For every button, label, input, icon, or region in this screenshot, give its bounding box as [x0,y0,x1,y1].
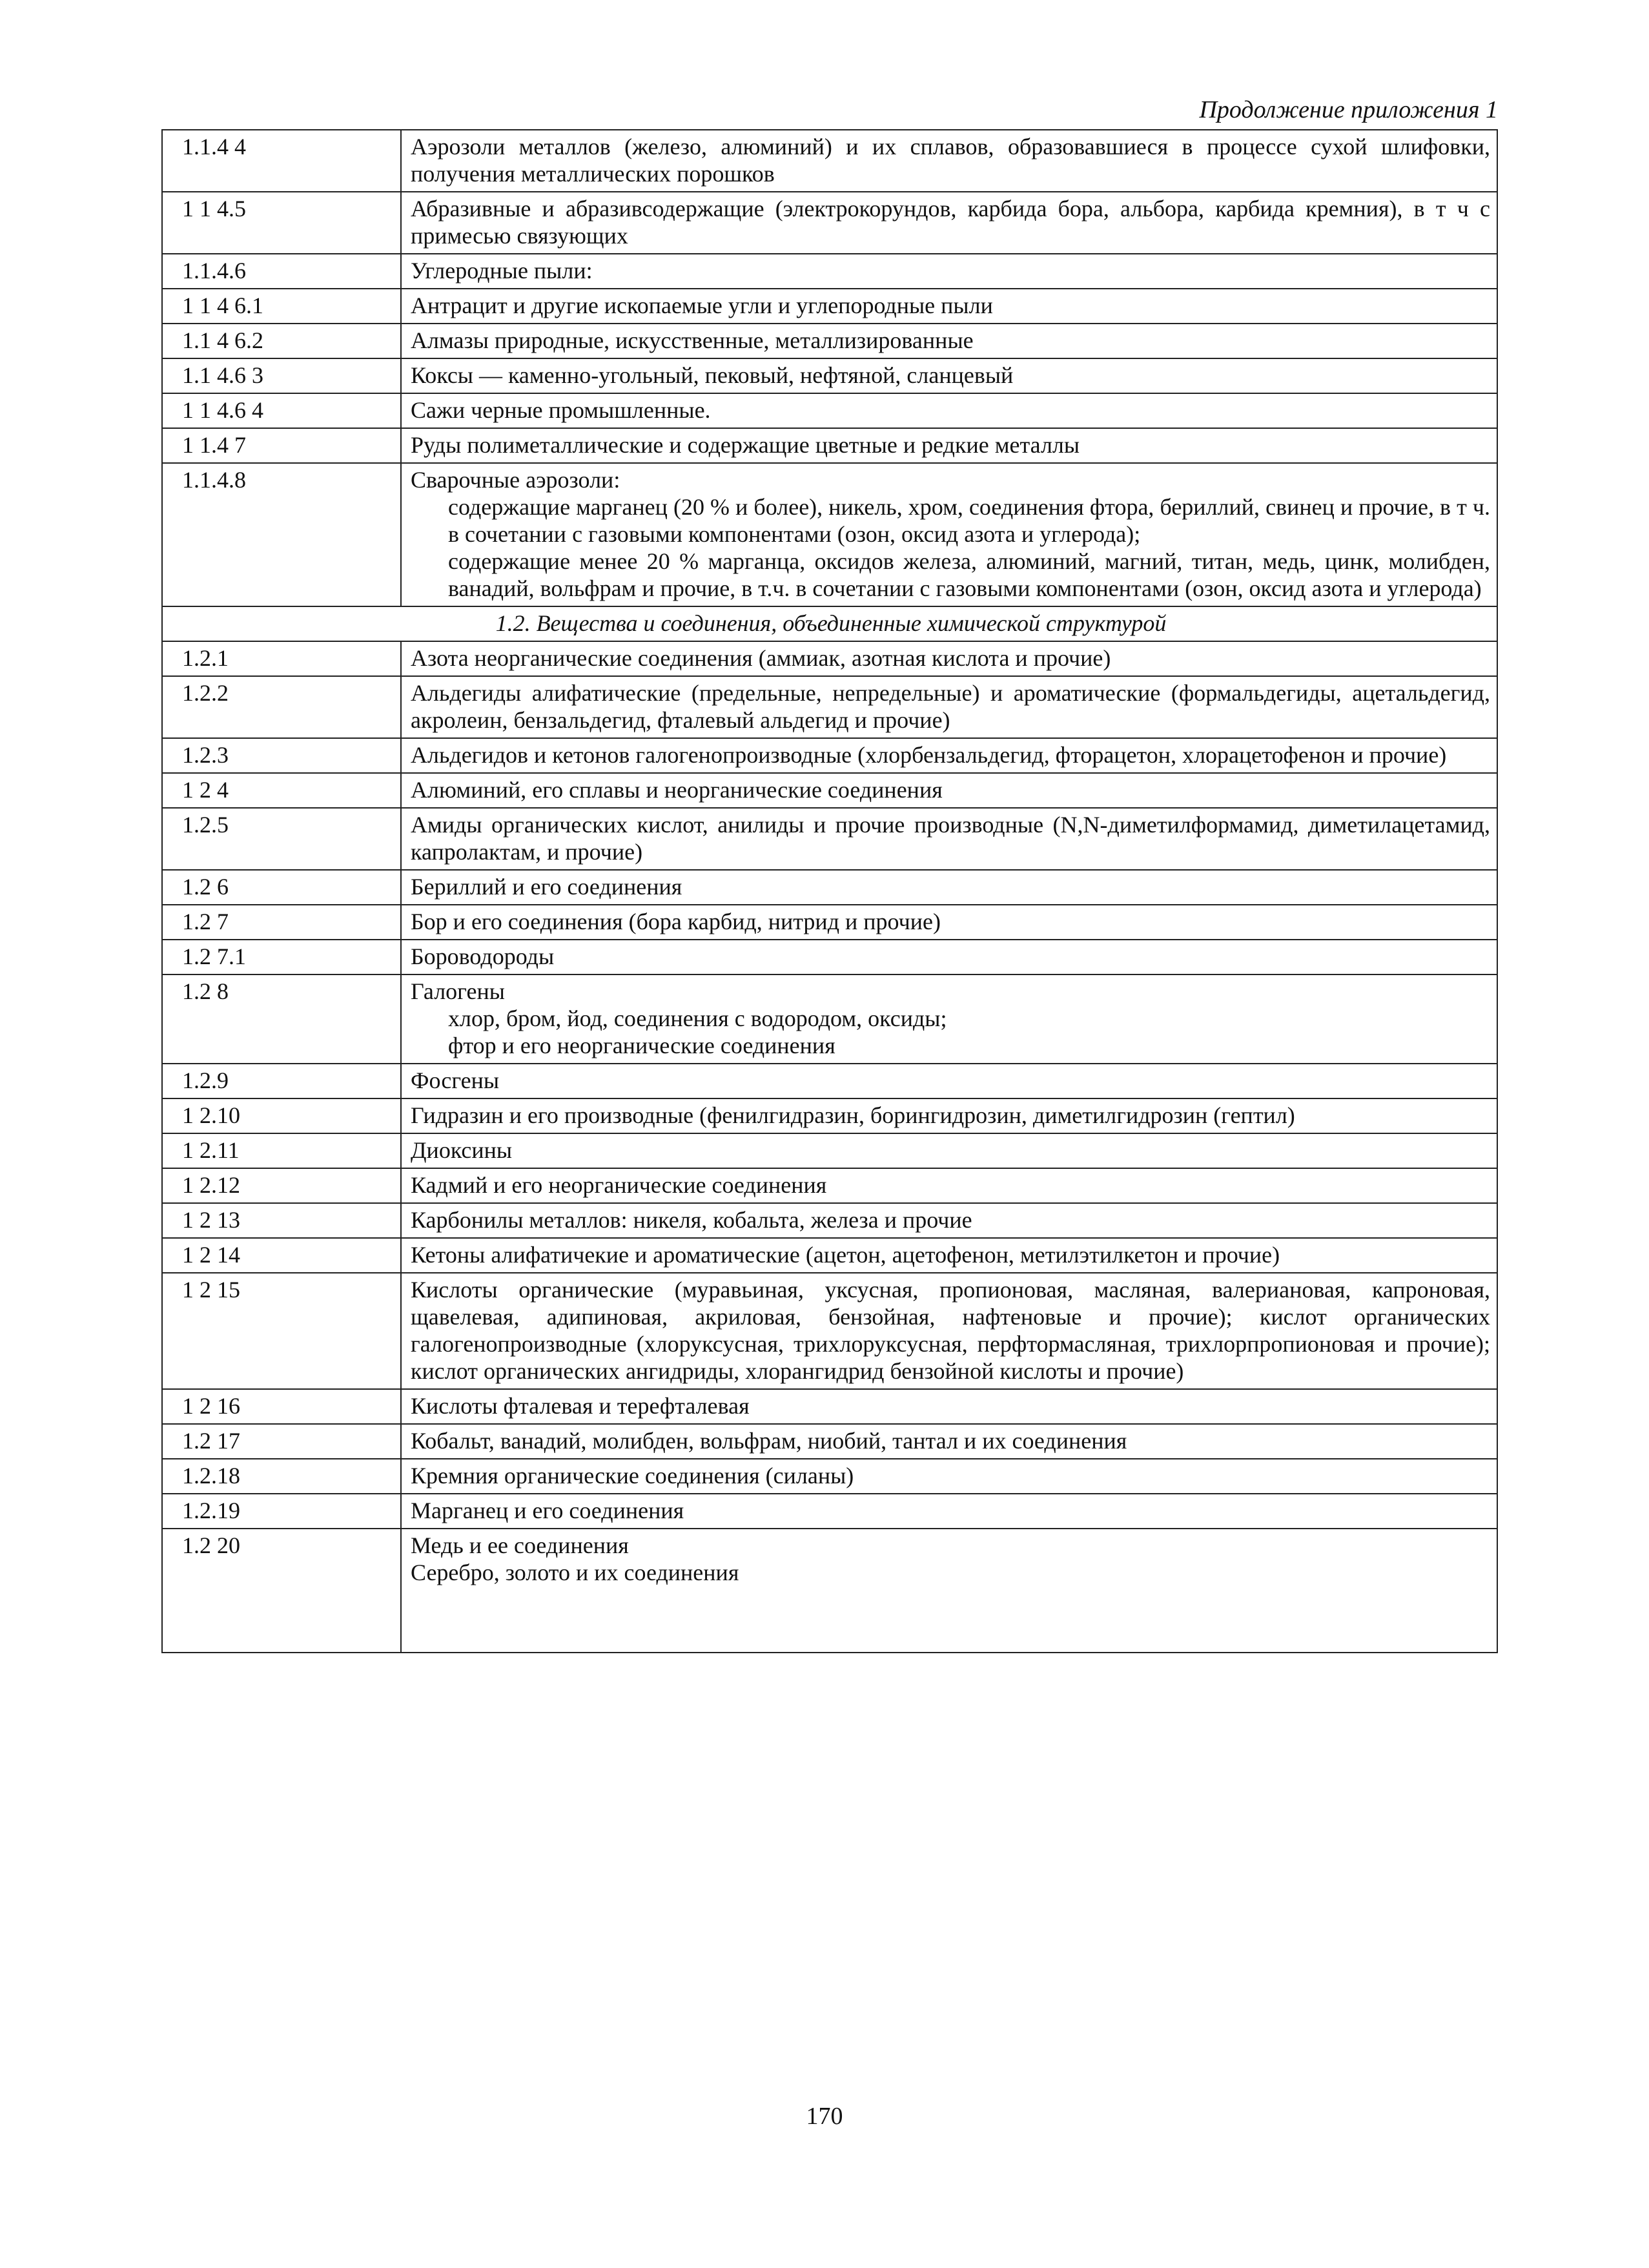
row-number: 1 2 4 [162,773,401,808]
table-row [162,289,1497,324]
row-number: 1 2 15 [162,1273,401,1389]
page-header: Продолжение приложения 1 [1199,96,1498,123]
row-text: Марганец и его соединения [401,1494,1497,1529]
row-text: Серебро, золото и их соединения [411,1560,739,1585]
table-row [162,1389,1497,1424]
table-row [162,254,1497,289]
row-text: Альдегидов и кетонов галогенопроизводные (хлорбензальдегид, фторацетон, хлорацетофенон и прочие) [401,738,1497,773]
table-row [162,1494,1497,1529]
row-text: Амиды органических кислот, анилиды и прочие производные (N,N-диметилформамид, диметилацетамид, капролактам, и прочие) [401,808,1497,870]
table-row [162,1424,1497,1459]
table-row [162,905,1497,940]
table-row [162,358,1497,393]
row-text: Кремния органические соединения (силаны) [401,1459,1497,1494]
row-text: Бериллий и его соединения [401,870,1497,905]
row-number: 1.2.9 [162,1064,401,1098]
row-text: Карбонилы металлов: никеля, кобальта, железа и прочие [401,1203,1497,1238]
table-row [162,324,1497,358]
row-text: Руды полиметаллические и содержащие цветные и редкие металлы [401,428,1497,463]
row-text: Гидразин и его производные (фенилгидразин, борингидрозин, диметилгидрозин (гептил) [401,1098,1497,1133]
row-number: 1 2.10 [162,1098,401,1133]
table-row [162,130,1497,192]
table-row [162,1098,1497,1133]
row-text: Коксы — каменно-угольный, пековый, нефтяной, сланцевый [401,358,1497,393]
row-subitem: фтор и его неорганические соединения [448,1033,835,1058]
table-row [162,1529,1497,1653]
row-number: 1.1.4 4 [162,130,401,192]
row-text: Сварочные аэрозоли: [411,467,620,493]
row-text: Кетоны алифатичекие и ароматические (ацетон, ацетофенон, метилэтилкетон и прочие) [401,1238,1497,1273]
row-text: Диоксины [401,1133,1497,1168]
row-number: 1 2 14 [162,1238,401,1273]
page-number: 170 [806,2103,843,2130]
row-text: Алюминий, его сплавы и неорганические соединения [401,773,1497,808]
row-number: 1 2 16 [162,1389,401,1424]
row-number: 1.2.2 [162,676,401,738]
row-text: Азота неорганические соединения (аммиак, азотная кислота и прочие) [401,641,1497,676]
table-row [162,676,1497,738]
table-row [162,1064,1497,1098]
row-text: Кобальт, ванадий, молибден, вольфрам, ниобий, тантал и их соединения [401,1424,1497,1459]
row-text: Алмазы природные, искусственные, металлизированные [401,324,1497,358]
table-row [162,463,1497,606]
row-text: Бороводороды [401,940,1497,974]
row-text: Фосгены [401,1064,1497,1098]
table-row [162,870,1497,905]
table-row [162,1238,1497,1273]
row-number: 1.2.3 [162,738,401,773]
row-text: Аэрозоли металлов (железо, алюминий) и их сплавов, образовавшиеся в процессе сухой шлифовки, получения металлических порошков [401,130,1497,192]
table-row [162,974,1497,1064]
row-text-block [401,1529,1497,1653]
row-text: Кислоты органические (муравьиная, уксусная, пропионовая, масляная, валериановая, капроновая, щавелевая, адипиновая, акриловая, бензойная, нафтеновые и прочие); кислот органических галогенопроизводные (хлоруксусная, трихлоруксусная, перфтормасляная, трихлорпропионовая и прочие); кислот органических ангидриды, хлорангидрид бензойной кислоты и прочие) [401,1273,1497,1389]
row-number: 1.1 4 6.2 [162,324,401,358]
row-number: 1 1 4.6 4 [162,393,401,428]
row-number: 1.2 7 [162,905,401,940]
row-text: Антрацит и другие ископаемые угли и углепородные пыли [401,289,1497,324]
row-text: Кадмий и его неорганические соединения [401,1168,1497,1203]
hazard-table [161,129,1498,1653]
row-text-block [401,974,1497,1064]
table-row [162,428,1497,463]
row-number: 1 1 4 6.1 [162,289,401,324]
row-number: 1.2.18 [162,1459,401,1494]
table-row [162,1459,1497,1494]
table-row [162,1273,1497,1389]
row-number: 1 2.11 [162,1133,401,1168]
row-number: 1.2 8 [162,974,401,1064]
row-number: 1.2.19 [162,1494,401,1529]
row-text: Кислоты фталевая и терефталевая [401,1389,1497,1424]
row-number: 1.1.4.6 [162,254,401,289]
table-row [162,192,1497,254]
row-text: Галогены [411,978,505,1004]
row-text: Медь и ее соединения [411,1532,629,1558]
row-number: 1.2.1 [162,641,401,676]
row-number: 1 1 4.5 [162,192,401,254]
table-row [162,773,1497,808]
row-number: 1.2 7.1 [162,940,401,974]
table-row [162,1203,1497,1238]
row-text: Бор и его соединения (бора карбид, нитрид и прочие) [401,905,1497,940]
row-subitem: содержащие менее 20 % марганца, оксидов железа, алюминий, магний, титан, медь, цинк, молибден, ванадий, вольфрам и прочие, в т.ч. в сочетании с газовыми компонентами (озон, оксид азота и углерода) [448,548,1490,601]
row-text: Углеродные пыли: [401,254,1497,289]
table-row [162,1133,1497,1168]
row-subitem: содержащие марганец (20 % и более), никель, хром, соединения фтора, бериллий, свинец и прочие, в т ч. в сочетании с газовыми компонентами (озон, оксид азота и углерода); [448,494,1490,547]
table-row [162,393,1497,428]
row-text: Сажи черные промышленные. [401,393,1497,428]
row-number: 1 2 13 [162,1203,401,1238]
row-number: 1 2.12 [162,1168,401,1203]
table-row [162,641,1497,676]
table-row [162,1168,1497,1203]
row-text: Альдегиды алифатические (предельные, непредельные) и ароматические (формальдегиды, ацетальдегид, акролеин, бензальдегид, фталевый альдегид и прочие) [401,676,1497,738]
table-row [162,940,1497,974]
row-text: Абразивные и абразивсодержащие (электрокорундов, карбида бора, альбора, карбида кремния), в т ч с примесью связующих [401,192,1497,254]
row-number: 1.1 4.6 3 [162,358,401,393]
row-number: 1.1.4.8 [162,463,401,606]
table-row [162,738,1497,773]
section-row [162,606,1497,641]
row-subitem: хлор, бром, йод, соединения с водородом, оксиды; [448,1005,947,1031]
row-number: 1.2 20 [162,1529,401,1653]
row-number: 1.2.5 [162,808,401,870]
row-number: 1.2 6 [162,870,401,905]
row-number: 1 1.4 7 [162,428,401,463]
section-title: 1.2. Вещества и соединения, объединенные химической структурой [162,606,1497,641]
row-number: 1.2 17 [162,1424,401,1459]
row-text-block [401,463,1497,606]
table-row [162,808,1497,870]
